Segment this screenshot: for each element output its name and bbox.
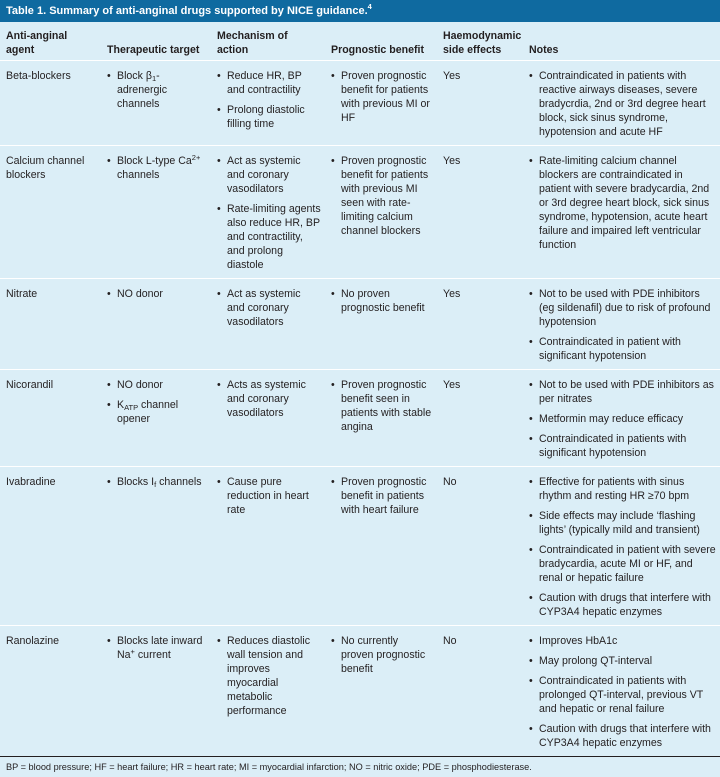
table-row — [0, 625, 720, 756]
notes-cell — [523, 466, 720, 625]
list-item: • Prolong diastolic filling time — [217, 103, 321, 131]
list-item: • Not to be used with PDE inhibitors as per nitrates — [529, 378, 716, 406]
list-item: • Contraindicated in patient with severe bradycardia, acute MI or HF, and renal or hepatic failure — [529, 543, 716, 585]
list-item: • Cause pure reduction in heart rate — [217, 475, 321, 517]
target-cell — [101, 625, 211, 756]
list-item: • NO donor — [107, 287, 207, 301]
notes-cell — [523, 145, 720, 278]
list-item: • Contraindicated in patients with reactive airways diseases, severe bradycrdia, 2nd or 3rd degree heart block, sick sinus syndrome, hypotension and acute HF — [529, 69, 716, 139]
list-item: • No currently proven prognostic benefit — [331, 634, 433, 676]
list-item: • Side effects may include ‘flashing lights’ (typically mild and transient) — [529, 509, 716, 537]
list-item: • Effective for patients with sinus rhythm and resting HR ≥70 bpm — [529, 475, 716, 503]
list-item: • Proven prognostic benefit for patients with previous MI or HF — [331, 69, 433, 125]
target-cell — [101, 369, 211, 466]
list-item: • Act as systemic and coronary vasodilators — [217, 154, 321, 196]
list-item: • Proven prognostic benefit in patients with heart failure — [331, 475, 433, 517]
mechanism-cell — [211, 625, 325, 756]
header-haemodynamic: Haemodynamic side effects — [437, 22, 523, 60]
prognostic-cell — [325, 625, 437, 756]
drug-summary-table — [0, 22, 720, 757]
header-prognostic: Prognostic benefit — [325, 22, 437, 60]
list-item: • Block $\beta_1$-adrenergic channels — [107, 69, 207, 111]
table-row — [0, 466, 720, 625]
list-item: • Reduce HR, BP and contractility — [217, 69, 321, 97]
list-item: • Proven prognostic benefit seen in patients with stable angina — [331, 378, 433, 434]
list-item: • Block L-type $Ca^{2+}$ channels — [107, 154, 207, 182]
agent-cell: Ranolazine — [6, 634, 60, 647]
haemodynamic-cell: No — [443, 634, 457, 647]
target-cell — [101, 278, 211, 369]
list-item: • Act as systemic and coronary vasodilators — [217, 287, 321, 329]
table-row — [0, 145, 720, 278]
prognostic-cell — [325, 466, 437, 625]
mechanism-cell — [211, 60, 325, 145]
notes-cell — [523, 625, 720, 756]
table-title-bar — [0, 0, 720, 22]
list-item: • Acts as systemic and coronary vasodilators — [217, 378, 321, 420]
target-cell — [101, 60, 211, 145]
list-item: • No proven prognostic benefit — [331, 287, 433, 315]
mechanism-cell — [211, 369, 325, 466]
agent-cell: Nicorandil — [6, 378, 54, 391]
list-item: • Rate-limiting agents also reduce HR, BP and contractility, and prolong diastole — [217, 202, 321, 272]
list-item: • $K_{ATP}$ channel opener — [107, 398, 207, 426]
list-item: • Contraindicated in patients with prolonged QT-interval, previous VT and hepatic or renal failure — [529, 674, 716, 716]
table-row — [0, 278, 720, 369]
agent-cell: Ivabradine — [6, 475, 56, 488]
mechanism-cell — [211, 278, 325, 369]
agent-cell: Beta-blockers — [6, 69, 71, 82]
table-row — [0, 60, 720, 145]
haemodynamic-cell: Yes — [443, 378, 461, 391]
list-item: • Rate-limiting calcium channel blockers are contraindicated in patient with severe bradycardia, 2nd or 3rd degree heart block, sick sinus syndrome, hypotension, acute heart failure and impaired left ventricular function — [529, 154, 716, 252]
haemodynamic-cell: Yes — [443, 154, 461, 167]
title-reference: 4 — [367, 2, 372, 11]
list-item: • Blocks $I_f$ channels — [107, 475, 207, 489]
list-item: • Proven prognostic benefit for patients with previous MI seen with rate-limiting calcium channel blockers — [331, 154, 433, 238]
list-item: • Caution with drugs that interfere with CYP3A4 hepatic enzymes — [529, 591, 716, 619]
header-target: Therapeutic target — [101, 22, 211, 60]
list-item: • Blocks late inward Na+ current — [107, 634, 207, 662]
table-footnote: BP = blood pressure; HF = heart failure; HR = heart rate; MI = myocardial infarction; NO = nitric oxide; PDE = phosphodiesterase. — [6, 761, 532, 772]
table-title: Table 1. Summary of anti-anginal drugs supported by NICE guidance. — [6, 5, 368, 17]
notes-cell — [523, 278, 720, 369]
target-cell — [101, 145, 211, 278]
list-item: • Contraindicated in patient with significant hypotension — [529, 335, 716, 363]
haemodynamic-cell: Yes — [443, 69, 461, 82]
notes-cell — [523, 369, 720, 466]
list-item: • Caution with drugs that interfere with CYP3A4 hepatic enzymes — [529, 722, 716, 750]
haemodynamic-cell: Yes — [443, 287, 461, 300]
prognostic-cell — [325, 369, 437, 466]
header-row — [0, 22, 720, 60]
agent-cell: Calcium channel blockers — [6, 154, 85, 181]
mechanism-cell — [211, 466, 325, 625]
header-agent: Anti-anginal agent — [0, 22, 101, 60]
list-item: • Reduces diastolic wall tension and improves myocardial metabolic performance — [217, 634, 321, 718]
prognostic-cell — [325, 145, 437, 278]
list-item: • Improves HbA1c — [529, 634, 716, 648]
prognostic-cell — [325, 60, 437, 145]
prognostic-cell — [325, 278, 437, 369]
haemodynamic-cell: No — [443, 475, 457, 488]
list-item: • May prolong QT-interval — [529, 654, 716, 668]
list-item: • NO donor — [107, 378, 207, 392]
table-row — [0, 369, 720, 466]
target-cell — [101, 466, 211, 625]
list-item: • Contraindicated in patients with significant hypotension — [529, 432, 716, 460]
header-notes: Notes — [523, 22, 720, 60]
notes-cell — [523, 60, 720, 145]
list-item: • Metformin may reduce efficacy — [529, 412, 716, 426]
mechanism-cell — [211, 145, 325, 278]
header-mechanism: Mechanism of action — [211, 22, 325, 60]
list-item: • Not to be used with PDE inhibitors (eg sildenafil) due to risk of profound hypotension — [529, 287, 716, 329]
agent-cell: Nitrate — [6, 287, 38, 300]
